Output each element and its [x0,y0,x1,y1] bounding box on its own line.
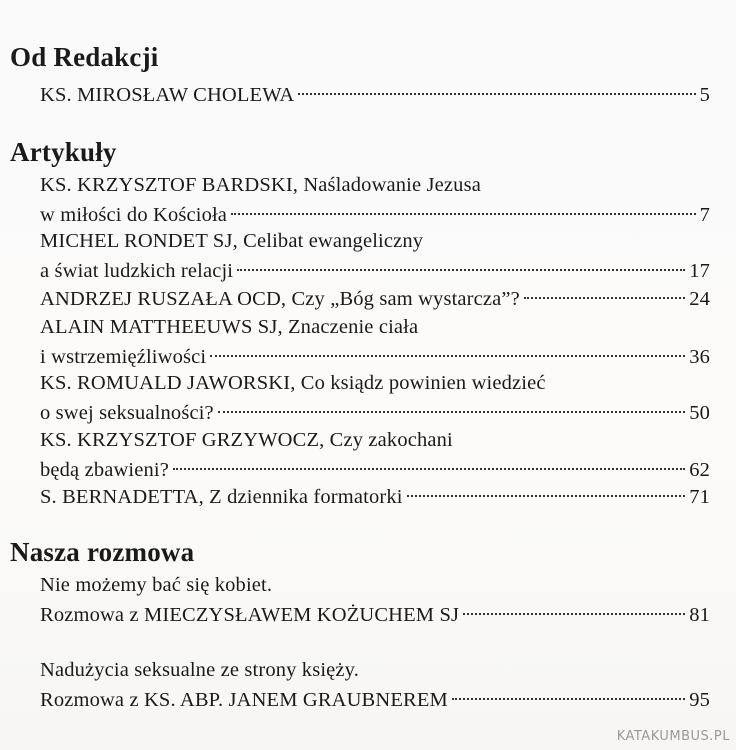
toc-entry-line [40,80,710,110]
entry-text-line: KS. KRZYSZTOF GRZYWOCZ, Czy zakochani [40,429,453,451]
dot-leader [463,613,685,615]
entry-text: S. BERNADETTA, Z dziennika formatorki [40,486,403,508]
toc-entry-line [40,482,710,512]
toc-entry-line [40,398,710,428]
dot-leader [452,698,685,700]
entry-text: Rozmowa z KS. ABP. JANEM GRAUBNEREM [40,689,448,711]
entry-text: KS. MIROSŁAW CHOLEWA [40,84,295,106]
page-number: 24 [689,288,710,310]
page-number: 5 [699,84,710,106]
toc-entry-line [40,600,710,630]
entry-text: o swej seksualności? [40,402,214,424]
section-title-od-redakcji: Od Redakcji [10,42,159,72]
dot-leader [173,468,685,470]
toc-entry-kozuch[interactable] [40,570,710,630]
entry-text: Rozmowa z MIECZYSŁAWEM KOŻUCHEM SJ [40,604,460,626]
dot-leader [298,93,695,95]
toc-entry-bardski[interactable] [40,170,710,230]
entry-text-line: KS. KRZYSZTOF BARDSKI, Naśladowanie Jezusa [40,174,481,196]
section-title-nasza-rozmowa: Nasza rozmowa [10,537,195,567]
entry-text: będą zbawieni? [40,459,170,481]
toc-entry-line [40,284,710,314]
page-number: 71 [689,486,710,508]
dot-leader [524,297,685,299]
toc-entry-jaworski[interactable] [40,368,710,428]
section-title-artykuly: Artykuły [10,137,117,167]
toc-entry-cholewa[interactable] [40,80,710,110]
entry-text: a świat ludzkich relacji [40,260,234,282]
page-number: 36 [689,346,710,368]
entry-text-line: KS. ROMUALD JAWORSKI, Co ksiądz powinien wiedzieć [40,372,546,394]
page-number: 62 [689,459,710,481]
toc-entry-line [40,685,710,715]
dot-leader [237,269,685,271]
entry-text-line: Nadużycia seksualne ze strony księży. [40,659,360,681]
page-number: 50 [689,402,710,424]
entry-text: w miłości do Kościoła [40,204,228,226]
dot-leader [407,495,686,497]
toc-entry-line [40,455,710,485]
entry-text: ANDRZEJ RUSZAŁA OCD, Czy „Bóg sam wystarcza”? [40,288,520,310]
entry-text-line: MICHEL RONDET SJ, Celibat ewangeliczny [40,230,424,252]
dot-leader [218,411,685,413]
page-number: 7 [699,204,710,226]
page-number: 95 [689,689,710,711]
toc-entry-line [40,256,710,286]
page-number: 81 [689,604,710,626]
toc-entry-grzywocz[interactable] [40,425,710,485]
dot-leader [231,213,696,215]
entry-text-line: Nie możemy bać się kobiet. [40,574,273,596]
watermark-text: KATAKUMBUS.PL [616,729,730,744]
toc-entry-ruszala[interactable] [40,284,710,314]
entry-text: i wstrzemięźliwości [40,346,207,368]
toc-entry-bernadetta[interactable] [40,482,710,512]
toc-entry-rondet[interactable] [40,226,710,286]
toc-entry-mattheeuws[interactable] [40,312,710,372]
dot-leader [210,355,685,357]
entry-text-line: ALAIN MATTHEEUWS SJ, Znaczenie ciała [40,316,419,338]
toc-entry-graubner[interactable] [40,655,710,715]
page-number: 17 [689,260,710,282]
